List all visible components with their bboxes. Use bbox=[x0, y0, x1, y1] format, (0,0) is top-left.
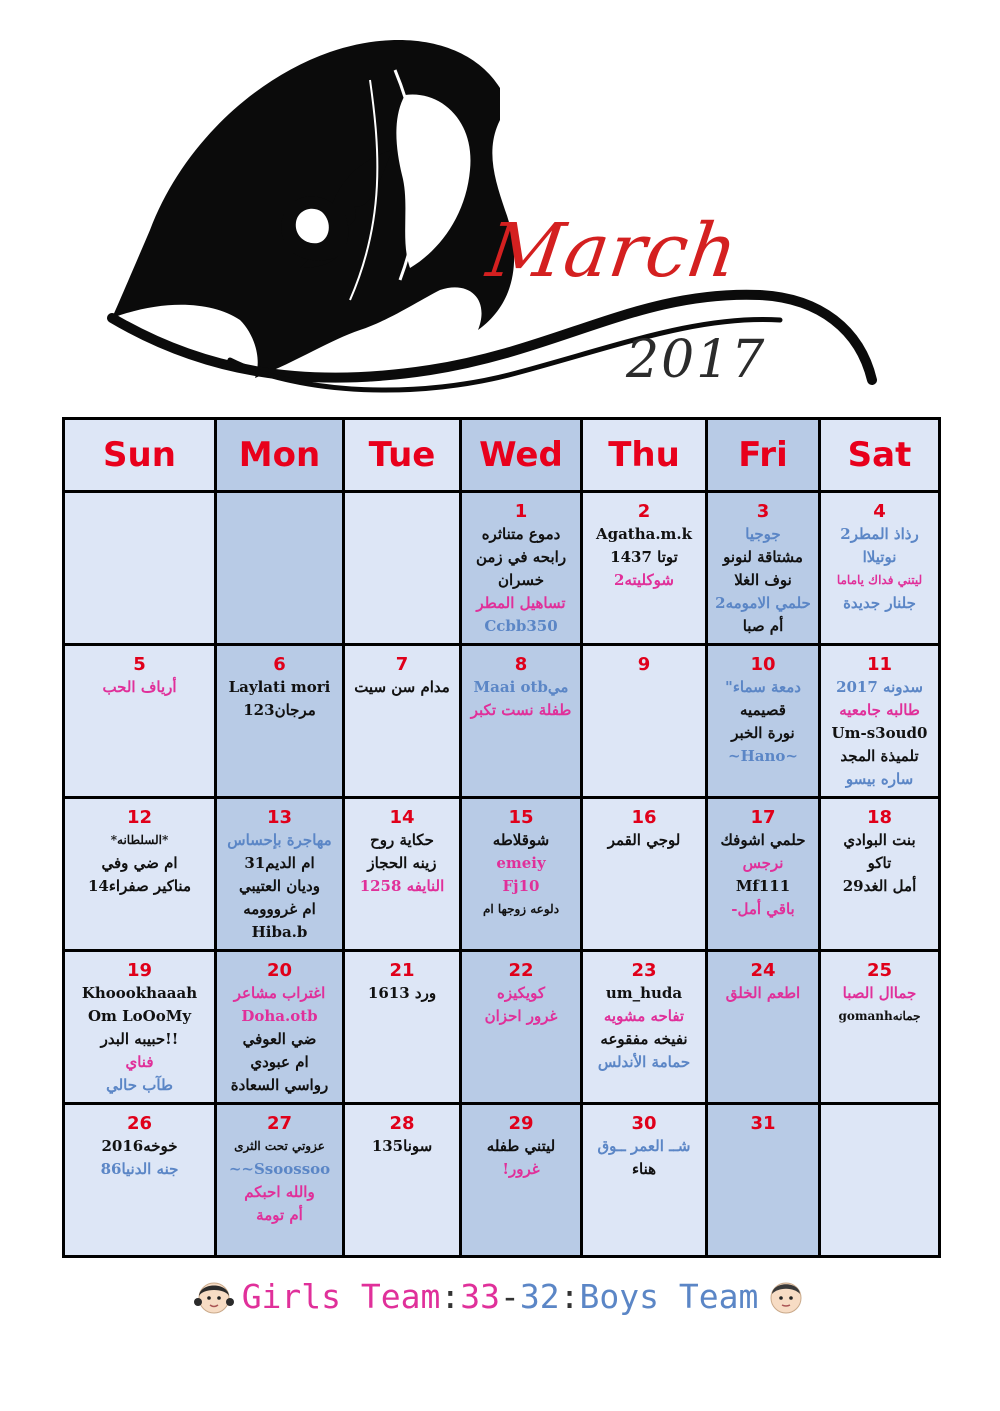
member-entry: تاكو bbox=[867, 854, 892, 872]
member-entry: شوقلاطه bbox=[492, 831, 550, 849]
member-entry: تساهيل المطر bbox=[476, 594, 566, 612]
day-cell bbox=[64, 492, 216, 645]
member-entry: ضي العوفي bbox=[242, 1030, 317, 1048]
day-number: 14 bbox=[389, 807, 415, 828]
member-entry: غرور احزان bbox=[484, 1007, 558, 1025]
member-entry: وديان العتيبي bbox=[239, 877, 320, 895]
member-entry: حمامة الأندلس bbox=[597, 1053, 691, 1071]
day-number: 23 bbox=[631, 960, 657, 981]
member-entry: ليتني طفله bbox=[486, 1137, 556, 1155]
day-number: 28 bbox=[389, 1113, 415, 1134]
day-cell bbox=[820, 951, 940, 1104]
member-entry: زينه الحجاز bbox=[367, 854, 437, 872]
day-number: 7 bbox=[395, 654, 409, 675]
day-cell bbox=[461, 1104, 582, 1257]
member-entry: Um-s3oud0 bbox=[831, 724, 928, 742]
day-number: 9 bbox=[637, 654, 651, 675]
boy-face-icon bbox=[764, 1274, 808, 1318]
member-entry: حلمي الامومه2 bbox=[715, 594, 811, 612]
member-entry: ~Hano~ bbox=[728, 747, 798, 765]
member-entry: نوف الغلا bbox=[734, 571, 792, 589]
day-number: 6 bbox=[273, 654, 286, 675]
day-cell bbox=[461, 798, 582, 951]
member-entry: شوكليته2 bbox=[614, 571, 674, 589]
day-number: 24 bbox=[750, 960, 776, 981]
mother-child-silhouette bbox=[0, 0, 1000, 410]
day-cell bbox=[582, 1104, 707, 1257]
day-number: 11 bbox=[866, 654, 893, 675]
member-entry: نفيخه مفقوعه bbox=[600, 1030, 688, 1048]
member-entry: مرجان123 bbox=[243, 701, 316, 719]
member-entry: والله احبكم bbox=[244, 1183, 315, 1201]
member-entry: نوتيلاا bbox=[862, 548, 897, 566]
member-entry: gomanhجمانه bbox=[838, 1009, 921, 1023]
member-entry: Doha.otb bbox=[241, 1007, 318, 1025]
day-cell bbox=[582, 798, 707, 951]
member-entry: دلوعه زوجها ام bbox=[482, 902, 560, 916]
member-entry: جوجيا bbox=[745, 525, 781, 543]
member-entry: emeiy bbox=[496, 854, 546, 872]
day-number: 31 bbox=[750, 1113, 776, 1134]
member-entry: Khoookhaaah bbox=[81, 984, 198, 1002]
member-entry: رابحه في زمن bbox=[475, 548, 567, 566]
member-entry: أم تومة bbox=[256, 1206, 303, 1224]
member-entry: um_huda bbox=[605, 984, 683, 1002]
member-entry: كويكيزه bbox=[496, 984, 545, 1002]
member-entry: مشتاقة لنونو bbox=[723, 548, 803, 566]
day-cell bbox=[344, 1104, 461, 1257]
weekday-tue: Tue bbox=[344, 419, 461, 492]
member-entry: Hiba.b bbox=[251, 923, 308, 941]
day-number: 27 bbox=[266, 1113, 293, 1134]
member-entry: ساره بيسو bbox=[845, 770, 914, 788]
member-entry: غرور! bbox=[502, 1160, 540, 1178]
member-entry: رواسي السعادة bbox=[230, 1076, 329, 1094]
weekday-sat: Sat bbox=[820, 419, 940, 492]
day-cell bbox=[461, 492, 582, 645]
member-entry: حلمي اشوفك bbox=[720, 831, 806, 849]
day-cell bbox=[820, 645, 940, 798]
day-cell bbox=[216, 492, 344, 645]
member-entry: اطعم الخلق bbox=[725, 984, 801, 1002]
day-cell bbox=[64, 645, 216, 798]
day-number: 30 bbox=[631, 1113, 657, 1134]
day-number: 19 bbox=[126, 960, 153, 981]
day-cell bbox=[820, 492, 940, 645]
weekday-thu: Thu bbox=[582, 419, 707, 492]
team-score-footer: Girls Team : 33 - 32 : Boys Team bbox=[0, 1268, 1000, 1324]
member-entry: لوجي القمر bbox=[607, 831, 681, 849]
day-cell bbox=[707, 645, 820, 798]
day-cell bbox=[216, 645, 344, 798]
member-entry: Ccbb350 bbox=[484, 617, 558, 635]
day-cell bbox=[216, 951, 344, 1104]
day-cell bbox=[707, 798, 820, 951]
weekday-mon: Mon bbox=[216, 419, 344, 492]
day-cell bbox=[707, 1104, 820, 1257]
day-number: 1 bbox=[514, 501, 528, 522]
member-entry: بنت البوادي bbox=[843, 831, 916, 849]
girls-team-score: 33 bbox=[460, 1276, 500, 1316]
member-entry: جماال الصبا bbox=[842, 984, 917, 1002]
member-entry: دموع متناثره bbox=[481, 525, 561, 543]
member-entry: خوخه2016 bbox=[101, 1137, 178, 1155]
weekday-wed: Wed bbox=[461, 419, 582, 492]
member-entry: طآب حالي bbox=[106, 1076, 173, 1094]
member-entry: دمعة سماء" bbox=[725, 678, 801, 696]
day-number: 13 bbox=[266, 807, 293, 828]
member-entry: أرياف الحب bbox=[102, 678, 177, 696]
member-entry: جنه الدنيا86 bbox=[100, 1160, 179, 1178]
day-number: 25 bbox=[866, 960, 893, 981]
calendar-grid bbox=[62, 417, 941, 1258]
day-cell bbox=[344, 798, 461, 951]
member-entry: تفاحه مشويه bbox=[603, 1007, 685, 1025]
member-entry: طالبه جامعيه bbox=[839, 701, 920, 719]
member-entry: *السلطانه* bbox=[110, 833, 169, 847]
member-entry: أم صبا bbox=[742, 617, 784, 635]
day-cell bbox=[582, 951, 707, 1104]
member-entry: شــ العمر ــوق bbox=[597, 1137, 691, 1155]
weekday-sun: Sun bbox=[64, 419, 216, 492]
member-entry: فناي bbox=[125, 1053, 154, 1071]
year-title: 2017 bbox=[626, 330, 767, 390]
member-entry: !!حبيبه البدر bbox=[100, 1030, 179, 1048]
day-number: 12 bbox=[126, 807, 153, 828]
member-entry: خسران bbox=[497, 571, 545, 589]
day-number: 10 bbox=[750, 654, 776, 675]
day-cell bbox=[707, 492, 820, 645]
member-entry: Om LoOoMy bbox=[87, 1007, 192, 1025]
day-cell bbox=[820, 1104, 940, 1257]
day-number: 29 bbox=[508, 1113, 534, 1134]
day-cell bbox=[707, 951, 820, 1104]
member-entry: نورة الخبر bbox=[731, 724, 795, 742]
member-entry: رذاذ المطر2 bbox=[840, 525, 919, 543]
member-entry: تلميذة المجد bbox=[840, 747, 919, 765]
member-entry: طفلة نست تكبر bbox=[470, 701, 572, 719]
member-entry: ام عبودي bbox=[250, 1053, 309, 1071]
member-entry: أمل الغد29 bbox=[842, 877, 917, 895]
day-number: 16 bbox=[631, 807, 657, 828]
member-entry: ~~Ssoossoo bbox=[228, 1160, 331, 1178]
day-cell bbox=[344, 645, 461, 798]
week-row bbox=[64, 492, 940, 645]
day-cell bbox=[582, 492, 707, 645]
member-entry: Fj10 bbox=[502, 877, 540, 895]
member-entry: Laylati mori bbox=[228, 678, 331, 696]
member-entry: اغتراب مشاعر bbox=[233, 984, 326, 1002]
day-cell bbox=[461, 645, 582, 798]
month-title: March bbox=[481, 208, 744, 294]
boys-team-label: Boys Team bbox=[579, 1276, 759, 1316]
member-entry: عزوتي تحت الثرى bbox=[234, 1139, 325, 1153]
day-number: 18 bbox=[866, 807, 893, 828]
girl-face-icon bbox=[192, 1274, 236, 1318]
day-number: 21 bbox=[389, 960, 415, 981]
member-entry: هناء bbox=[631, 1160, 657, 1178]
weekday-header-row bbox=[64, 419, 940, 492]
member-entry: ام ضي وفي bbox=[101, 854, 178, 872]
day-number: 8 bbox=[514, 654, 528, 675]
member-entry: ليتني فداك ياماما bbox=[836, 573, 923, 587]
day-cell bbox=[64, 1104, 216, 1257]
day-number: 2 bbox=[637, 501, 651, 522]
day-cell bbox=[216, 1104, 344, 1257]
member-entry: مناكير صفراء14 bbox=[88, 877, 191, 895]
day-number: 15 bbox=[508, 807, 534, 828]
day-number: 4 bbox=[873, 501, 886, 522]
member-entry: سونا135 bbox=[371, 1137, 433, 1155]
member-entry: ورد 1613 bbox=[367, 984, 437, 1002]
week-row bbox=[64, 1104, 940, 1257]
weekday-fri: Fri bbox=[707, 419, 820, 492]
score-separator: - bbox=[500, 1276, 520, 1316]
day-cell bbox=[64, 798, 216, 951]
day-number: 17 bbox=[750, 807, 776, 828]
day-number: 3 bbox=[756, 501, 770, 522]
member-entry: قصيميه bbox=[740, 701, 786, 719]
week-row bbox=[64, 645, 940, 798]
day-cell bbox=[64, 951, 216, 1104]
day-cell bbox=[344, 492, 461, 645]
member-entry: حكاية روح bbox=[370, 831, 434, 849]
day-number: 22 bbox=[508, 960, 534, 981]
member-entry: Mf111 bbox=[735, 877, 791, 895]
member-entry: سدونه 2017 bbox=[836, 678, 923, 696]
member-entry: مدام سن سيت bbox=[354, 678, 450, 696]
member-entry: نرجس bbox=[742, 854, 784, 872]
day-cell bbox=[461, 951, 582, 1104]
member-entry: توتا 1437 bbox=[610, 548, 678, 566]
member-entry: ام الديم31 bbox=[244, 854, 315, 872]
day-cell bbox=[582, 645, 707, 798]
member-entry: ام غرووومه bbox=[243, 900, 316, 918]
member-entry: مهاجرة بإحساس bbox=[227, 831, 332, 849]
girls-team-label: Girls Team bbox=[241, 1276, 441, 1316]
week-row bbox=[64, 798, 940, 951]
day-cell bbox=[820, 798, 940, 951]
member-entry: Agatha.m.k bbox=[595, 525, 693, 543]
day-cell bbox=[216, 798, 344, 951]
member-entry: باقي أمل- bbox=[731, 900, 795, 918]
boys-team-score: 32 bbox=[519, 1276, 560, 1316]
member-entry: النايفه 1258 bbox=[359, 877, 445, 895]
week-row bbox=[64, 951, 940, 1104]
member-entry: Maai otbمي bbox=[473, 678, 569, 696]
day-number: 5 bbox=[133, 654, 146, 675]
day-number: 20 bbox=[266, 960, 293, 981]
member-entry: جلنار جديدة bbox=[843, 594, 916, 612]
day-number: 26 bbox=[126, 1113, 153, 1134]
day-cell bbox=[344, 951, 461, 1104]
